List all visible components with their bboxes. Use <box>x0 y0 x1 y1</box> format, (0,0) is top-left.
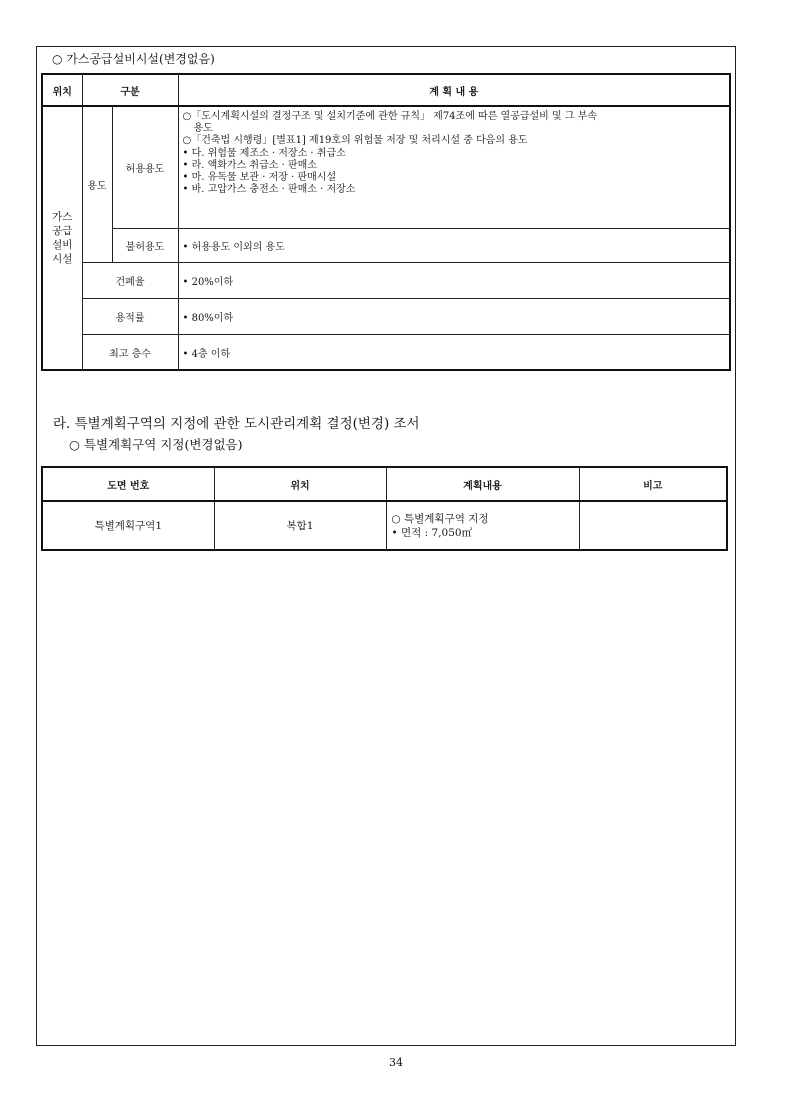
location-line: 공급 <box>52 225 73 237</box>
permitted-line: • 라. 액화가스 취급소 · 판매소 <box>182 159 317 171</box>
far-value: • 80%이하 <box>178 299 730 335</box>
section2-title: 라. 특별계획구역의 지정에 관한 도시관리계획 결정(변경) 조서 <box>53 416 420 432</box>
coverage-value: • 20%이하 <box>178 263 730 299</box>
permitted-content <box>178 106 730 229</box>
header-drawing-no: 도면 번호 <box>42 467 214 501</box>
permitted-line: ○「도시계획시설의 결정구조 및 설치기준에 관한 규칙」 제74조에 따른 열공급설비 및 그 부속 <box>182 111 598 122</box>
prohibited-value: • 허용용도 이외의 용도 <box>178 229 730 263</box>
max-floors-label: 최고 층수 <box>82 335 178 371</box>
coverage-row <box>42 263 730 299</box>
location-cell: 복합1 <box>214 501 386 550</box>
section2-subheading: ○ 특별계획구역 지정(변경없음) <box>69 437 243 452</box>
gas-table-header-row <box>42 74 730 106</box>
table-row <box>42 501 727 550</box>
section1-heading: ○ 가스공급설비시설(변경없음) <box>52 52 215 66</box>
permitted-label: 허용용도 <box>112 106 178 229</box>
location-line: 설비 <box>52 239 73 251</box>
location-line: 시설 <box>52 253 73 265</box>
header-location: 위치 <box>214 467 386 501</box>
far-row <box>42 299 730 335</box>
prohibited-use-row <box>42 229 730 263</box>
coverage-label: 건폐율 <box>82 263 178 299</box>
permitted-line: • 바. 고압가스 충전소 · 판매소 · 저장소 <box>182 184 356 196</box>
header-location: 위치 <box>42 74 82 106</box>
header-remarks: 비고 <box>579 467 727 501</box>
far-label: 용적률 <box>82 299 178 335</box>
max-floors-value: • 4층 이하 <box>178 335 730 371</box>
remarks-cell <box>579 501 727 550</box>
header-plan: 계 획 내 용 <box>178 74 730 106</box>
permitted-line: • 다. 위험물 제조소 · 저장소 · 취급소 <box>182 147 346 159</box>
permitted-line: • 마. 유독물 보관 · 저장 · 판매시설 <box>182 172 337 184</box>
location-cell <box>42 106 82 370</box>
page-number: 34 <box>389 1056 403 1069</box>
plan-cell <box>386 501 579 550</box>
permitted-line: 용도 <box>193 123 213 135</box>
usage-label: 용도 <box>82 106 112 263</box>
drawing-no-cell: 특별계획구역1 <box>42 501 214 550</box>
header-plan: 계획내용 <box>386 467 579 501</box>
prohibited-label: 불허용도 <box>112 229 178 263</box>
permitted-use-row <box>42 106 730 229</box>
special-district-table <box>41 466 728 551</box>
permitted-line: ○「건축법 시행령」[별표1] 제19호의 위험물 저장 및 처리시설 중 다음의 용도 <box>182 135 528 147</box>
special-table-header-row <box>42 467 727 501</box>
gas-supply-table <box>41 73 731 371</box>
header-division: 구분 <box>82 74 178 106</box>
max-floors-row <box>42 335 730 371</box>
plan-line: ○ 특별계획구역 지정 <box>391 512 489 525</box>
plan-line: • 면적 : 7,050㎡ <box>391 526 473 539</box>
location-line: 가스 <box>52 211 73 223</box>
